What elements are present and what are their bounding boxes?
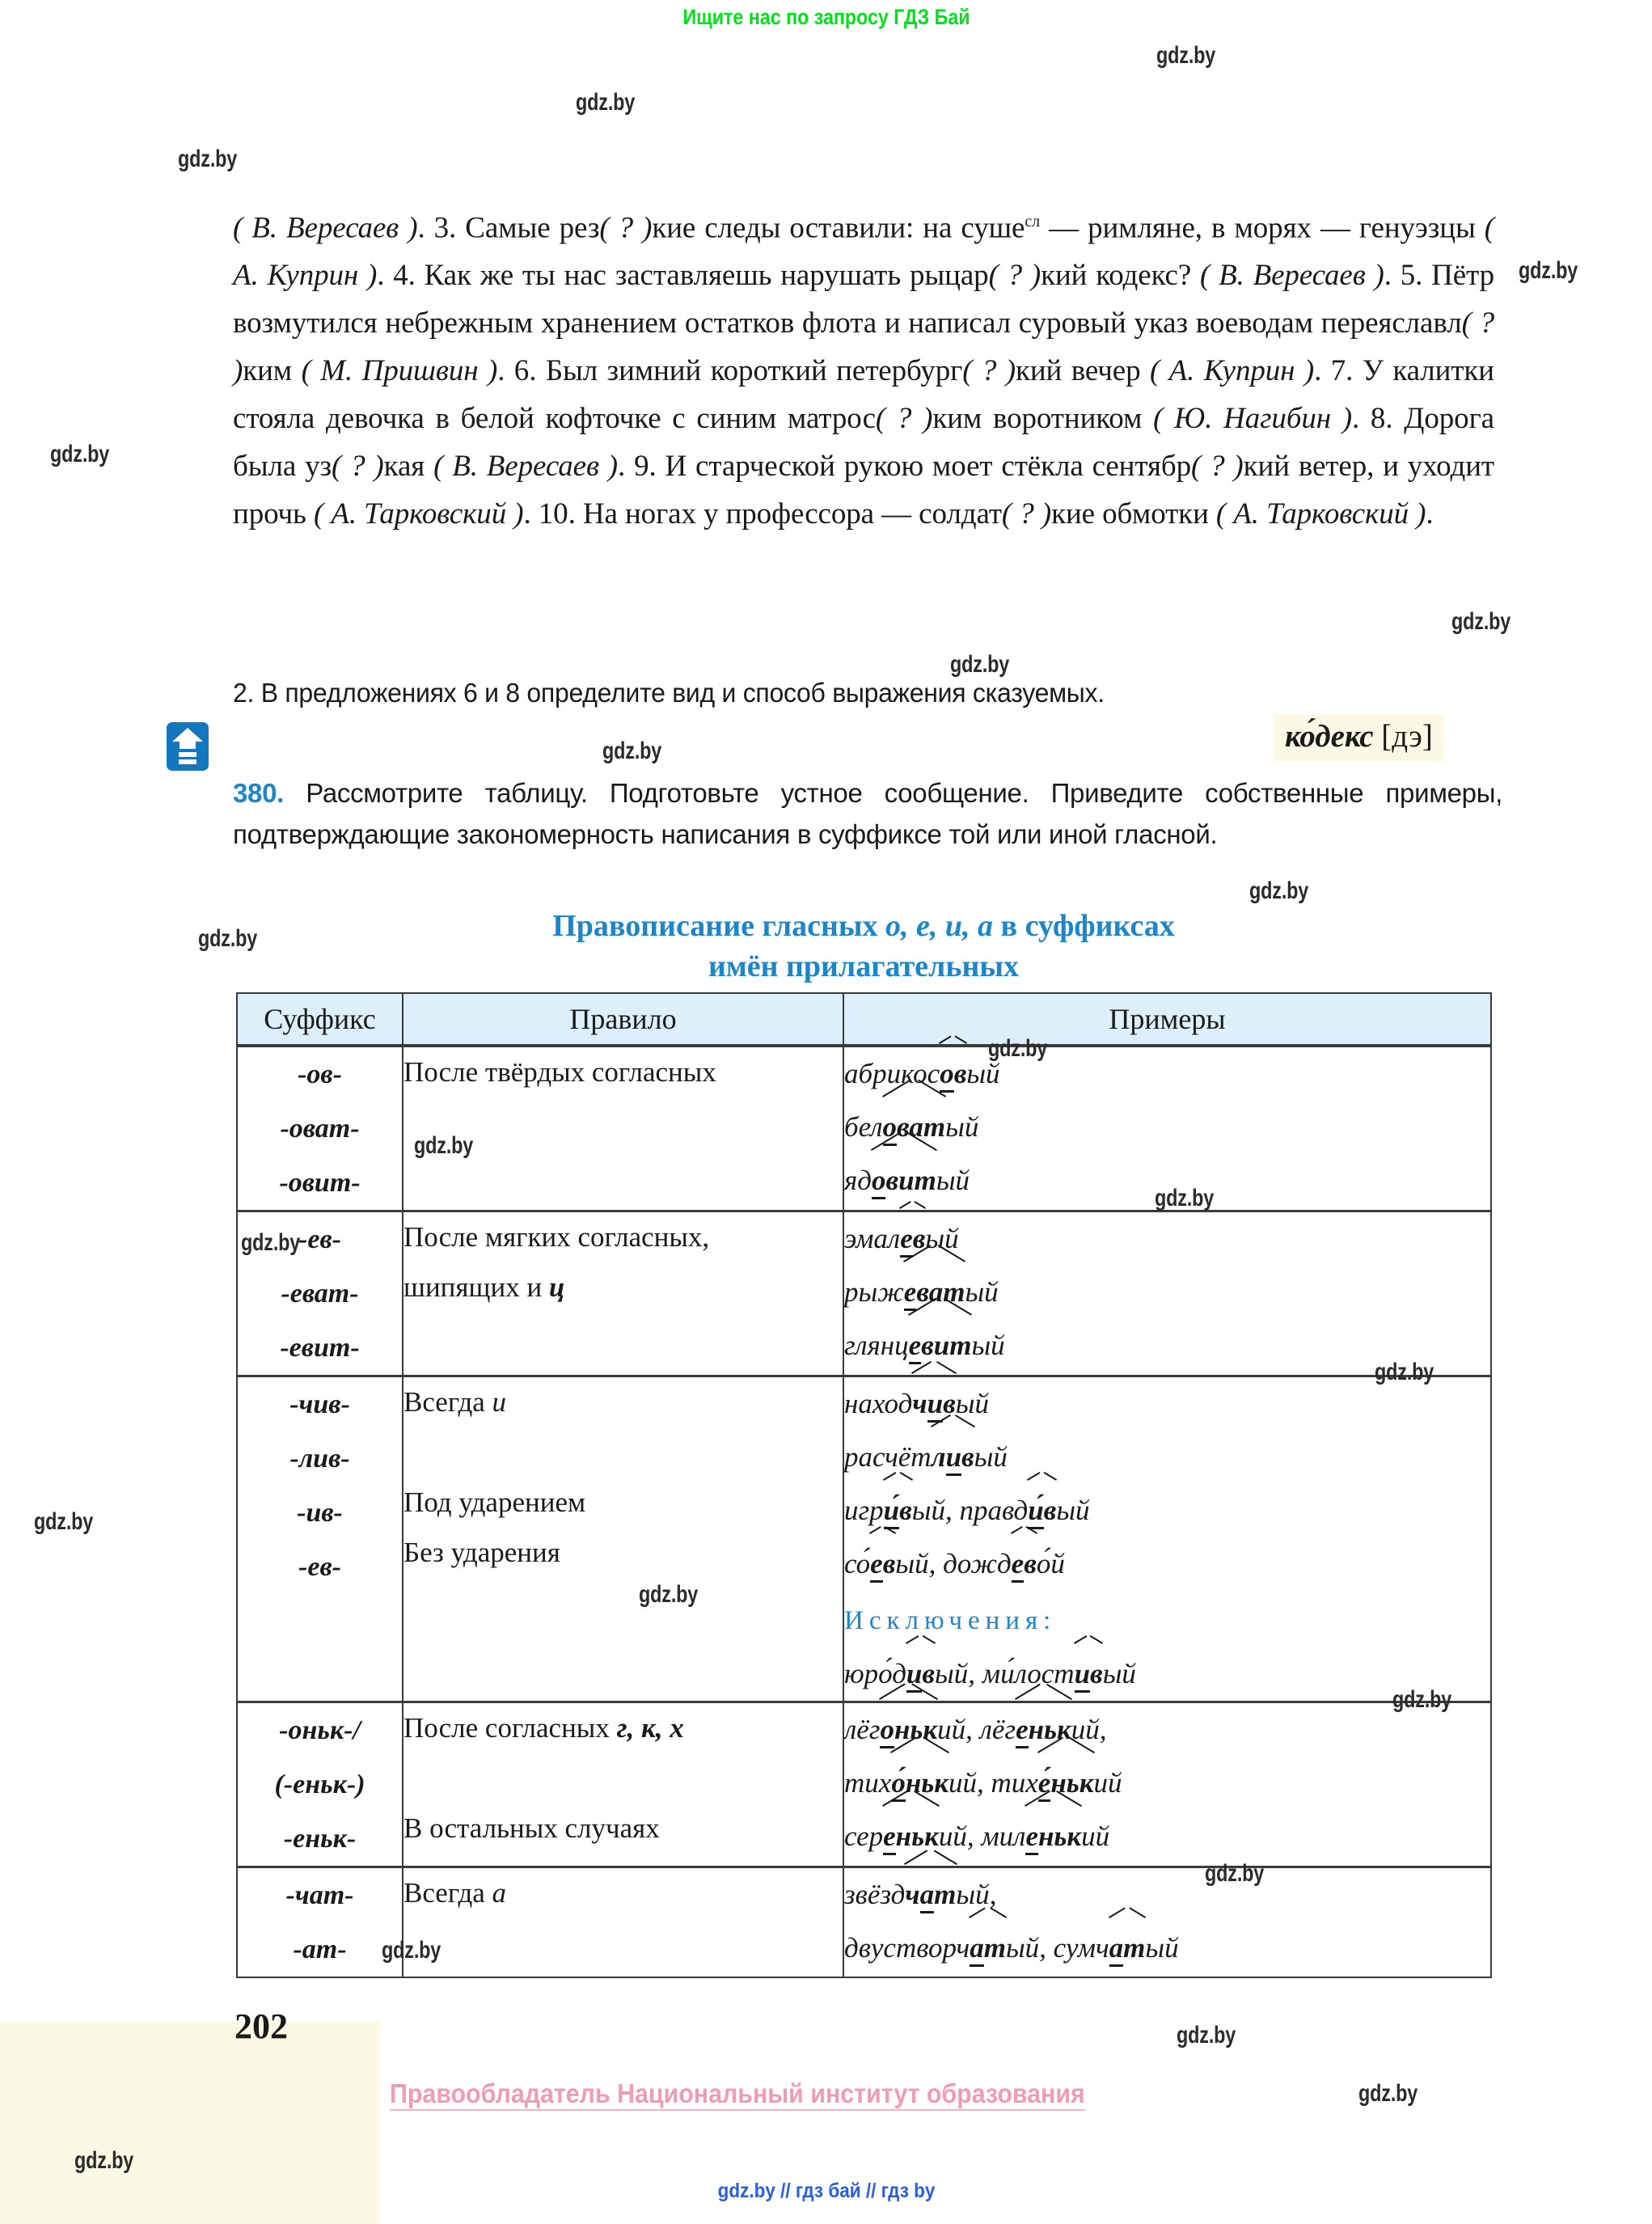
example-line: глянц евитый — [844, 1319, 1490, 1372]
table-row — [237, 1211, 1491, 1376]
suffix-item: -евит- — [280, 1333, 360, 1363]
example-line: яд овитый — [844, 1154, 1490, 1207]
example-line: эмал евый — [844, 1212, 1490, 1266]
exercise-380 — [233, 772, 1502, 855]
suffix-item: -овит- — [279, 1168, 361, 1198]
watermark: gdz.by — [1155, 1185, 1215, 1211]
rule-line — [403, 1753, 843, 1803]
watermark: gdz.by — [1392, 1686, 1452, 1713]
cell-examples — [843, 1046, 1491, 1211]
watermark: gdz.by — [198, 925, 258, 952]
watermark: gdz.by — [34, 1508, 94, 1535]
cell-rule — [403, 1046, 843, 1211]
watermark: gdz.by — [1249, 877, 1309, 904]
table-title-line-2: имён прилагательных — [708, 949, 1020, 983]
watermark: gdz.by — [602, 738, 662, 764]
rule-line: Без ударения — [403, 1537, 560, 1568]
rule-line: После согласных г, к, х — [403, 1712, 684, 1744]
cell-suffix — [237, 1046, 403, 1211]
cell-suffix — [237, 1376, 403, 1702]
suffix-vowel-table — [236, 992, 1492, 1978]
rule-line: Всегда и — [403, 1386, 507, 1418]
promo-banner-top: Ищите нас по запросу ГДЗ Бай — [682, 5, 970, 29]
table-row — [237, 1046, 1491, 1211]
header-examples: Примеры — [843, 993, 1491, 1046]
upload-arrow-icon — [167, 722, 209, 771]
example-line: тих о́нький, тих е́нький — [844, 1757, 1490, 1810]
watermark: gdz.by — [50, 441, 110, 467]
rule-line: Всегда а — [403, 1877, 507, 1909]
suffix-item: -лив- — [289, 1444, 350, 1474]
cell-rule — [403, 1211, 843, 1376]
exceptions-line: юро́д ивый, ми́лост ивый — [844, 1647, 1490, 1701]
header-suffix: Суффикс — [237, 993, 403, 1046]
watermark: gdz.by — [988, 1035, 1048, 1062]
cell-examples — [843, 1376, 1491, 1702]
watermark: gdz.by — [382, 1937, 442, 1964]
example-line: сер енький, мил енький — [844, 1810, 1490, 1863]
cell-rule — [403, 1376, 843, 1702]
example-line: звёзд чатый, — [844, 1868, 1490, 1922]
cell-suffix — [237, 1211, 403, 1376]
page-number: 202 — [234, 2006, 288, 2046]
table-row — [237, 1867, 1491, 1978]
suffix-item: -оват- — [280, 1114, 360, 1144]
example-line: абрикос овый — [844, 1047, 1490, 1101]
example-line: лёг онький, лёг енький, — [844, 1703, 1490, 1757]
watermark: gdz.by — [1156, 42, 1216, 69]
watermark: gdz.by — [178, 146, 238, 172]
cell-examples — [843, 1211, 1491, 1376]
rule-line: В остальных случаях — [403, 1812, 660, 1844]
watermark: gdz.by — [1358, 2080, 1418, 2107]
suffix-item: -ат- — [293, 1934, 347, 1964]
watermark: gdz.by — [1375, 1359, 1434, 1385]
example-line: игр и́вый, правд и́вый — [844, 1484, 1490, 1537]
suffix-item: -еньк- — [283, 1824, 357, 1854]
exercise-380-text: Рассмотрите таблицу. Подготовьте устное сообщение. Приведите собственные примеры, подтверждающие закономерность написания в суффиксе той или иной гласной. — [233, 778, 1502, 849]
rule-line: Под ударением — [403, 1486, 586, 1518]
corner-tint-block — [0, 2022, 380, 2224]
suffix-item: -ев- — [298, 1552, 341, 1582]
cell-rule — [403, 1702, 843, 1867]
rule-line: После твёрдых согласных — [403, 1056, 716, 1088]
suffix-item: -оньк-/ — [279, 1715, 361, 1745]
vocabulary-word: ко́декс — [1285, 719, 1374, 754]
vocabulary-transcription: [дэ] — [1381, 719, 1433, 754]
rule-line: После мягких согласных, — [403, 1221, 710, 1253]
rule-line: шипящих и ц — [403, 1271, 565, 1303]
watermark: gdz.by — [1451, 608, 1511, 635]
suffix-item: -чив- — [289, 1389, 350, 1419]
rights-notice: Правообладатель Национальный институт образования — [390, 2078, 1085, 2111]
table-title-line-1: Правописание гласных о, е, и, а в суффиксах — [552, 909, 1175, 943]
watermark: gdz.by — [74, 2147, 134, 2174]
subtask-2-text: 2. В предложениях 6 и 8 определите вид и способ выражения сказуемых. — [233, 678, 1105, 708]
cell-rule — [403, 1867, 843, 1978]
table-row — [237, 1376, 1491, 1702]
watermark: gdz.by — [639, 1581, 699, 1608]
suffix-item: -чат- — [285, 1880, 354, 1910]
suffix-item: -ив- — [297, 1498, 343, 1528]
example-line: рыж еватый — [844, 1266, 1490, 1319]
cell-suffix — [237, 1702, 403, 1867]
watermark: gdz.by — [576, 89, 636, 116]
suffix-item: -еват- — [281, 1279, 359, 1309]
suffix-item: (-еньк-) — [274, 1769, 365, 1799]
watermark: gdz.by — [1205, 1860, 1265, 1887]
table-header-row — [237, 993, 1491, 1046]
suffix-item: -ов- — [298, 1059, 342, 1089]
table-row — [237, 1702, 1491, 1867]
watermark: gdz.by — [414, 1132, 474, 1159]
example-line: наход чивый — [844, 1377, 1490, 1431]
watermark: gdz.by — [950, 651, 1010, 678]
table-title — [233, 906, 1494, 987]
promo-banner-bottom: gdz.by // гдз бай // гдз by — [717, 2180, 935, 2202]
rule-line — [403, 1427, 843, 1478]
vocabulary-box — [1274, 715, 1444, 761]
watermark: gdz.by — [1177, 2022, 1236, 2049]
cell-examples — [843, 1867, 1491, 1978]
example-line: двустворч атый, сумч атый — [844, 1922, 1490, 1975]
watermark: gdz.by — [1519, 257, 1578, 284]
exceptions-label: Исключения: — [844, 1606, 1057, 1635]
suffix-item: -ев- — [298, 1224, 341, 1254]
table-body — [237, 1046, 1491, 1977]
example-line: со́ евый, дожд ево́й — [844, 1537, 1490, 1591]
header-rule: Правило — [403, 993, 843, 1046]
exercise-380-number: 380. — [233, 778, 285, 808]
watermark: gdz.by — [241, 1229, 301, 1256]
example-line: бел оватый — [844, 1101, 1490, 1154]
exercise-continuation-text: ( В. Вересаев ). 3. Самые рез( ? )кие следы оставили: на суше$^{сл}$ — римляне, в морях — генуэзцы ( А. Куприн ). 4. Как же ты нас заставляешь нарушать рыцар( ? )кий кодекс? ( В. Вересаев ). 5. Пётр возмутился небрежным хранением остатков флота и написал суровый указ воеводам переяславл( ? )ким ( М. Пришвин ). 6. Был зимний короткий петербург( ? )кий вечер ( А. Куприн ). 7. У калитки стояла девочка в белой кофточке с синим матрос( ? )ким воротником ( Ю. Нагибин ). 8. Дорога была уз( ? )кая ( В. Вересаев ). 9. И старческой рукою моет стёкла сентябр( ? )кий ветер, и уходит прочь ( А. Тарковский ). 10. На ногах у профессора — солдат( ? )кие обмотки ( А. Тарковский ). — [233, 211, 1495, 531]
cell-suffix — [237, 1867, 403, 1978]
example-line: расчёт ливый — [844, 1431, 1490, 1484]
cell-examples — [843, 1702, 1491, 1867]
